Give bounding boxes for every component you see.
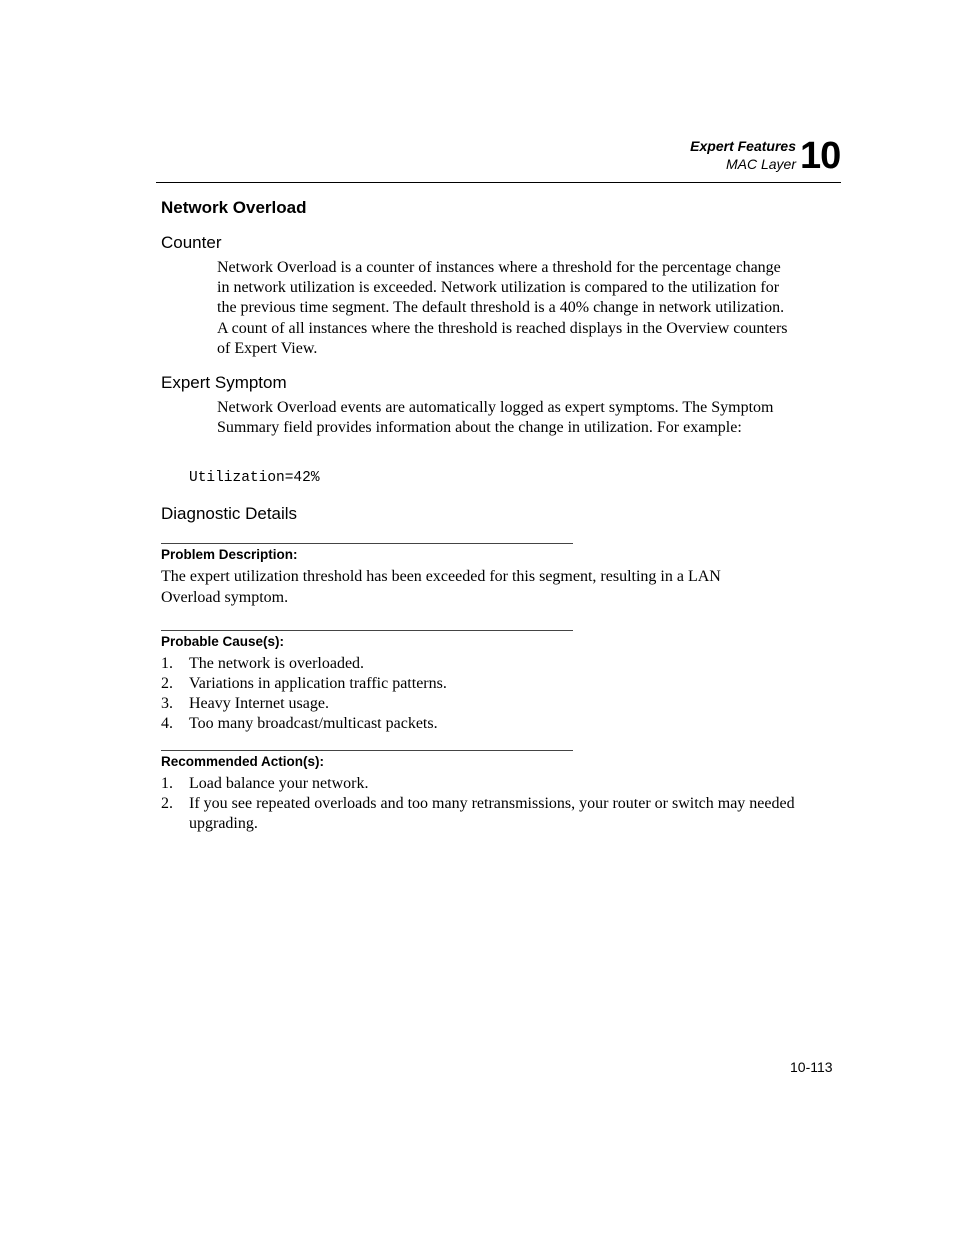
list-number: 4. — [161, 715, 173, 732]
list-item — [161, 794, 801, 834]
expert-symptom-heading: Expert Symptom — [161, 373, 287, 392]
list-text: If you see repeated overloads and too many retransmissions, your router or switch may needed upgrading. — [189, 795, 795, 832]
actions-label: Recommended Action(s): — [161, 754, 325, 769]
list-number: 3. — [161, 695, 173, 712]
header-divider — [156, 182, 841, 183]
list-text: The network is overloaded. — [189, 655, 365, 672]
divider-problem — [161, 543, 573, 544]
list-item — [161, 654, 801, 674]
counter-heading: Counter — [161, 233, 222, 252]
expert-symptom-paragraph: Network Overload events are automatically logged as expert symptoms. The Symptom Summary field provides information about the change in utilization. For example: — [217, 399, 774, 437]
chapter-number: 10 — [800, 135, 841, 177]
list-item — [161, 774, 801, 794]
list-text: Load balance your network. — [189, 775, 369, 792]
problem-paragraph: The expert utilization threshold has been exceeded for this segment, resulting in a LAN Overload symptom. — [161, 568, 721, 606]
section-title: MAC Layer — [725, 156, 796, 172]
list-number: 2. — [161, 795, 173, 812]
list-item — [161, 674, 801, 694]
list-item — [161, 694, 801, 714]
section-heading: Network Overload — [161, 198, 307, 217]
running-header — [690, 137, 796, 173]
code-example: Utilization=42% — [189, 470, 320, 486]
diagnostic-heading: Diagnostic Details — [161, 504, 298, 523]
causes-label: Probable Cause(s): — [161, 634, 285, 649]
list-text: Heavy Internet usage. — [189, 695, 329, 712]
causes-list — [161, 654, 801, 734]
divider-causes — [161, 630, 573, 631]
page-number: 10-113 — [790, 1059, 833, 1075]
actions-list — [161, 774, 801, 834]
list-text: Variations in application traffic patterns. — [189, 675, 447, 692]
chapter-title: Expert Features — [690, 138, 796, 154]
list-number: 1. — [161, 655, 173, 672]
counter-paragraph: Network Overload is a counter of instances where a threshold for the percentage change in network utilization is exceeded. Network utilization is compared to the utilization for the previous time segment. The default threshold is a 40% change in network utilization. A count of all instances where the threshold is reached displays in the Overview counters of Expert View. — [217, 259, 788, 357]
divider-actions — [161, 750, 573, 751]
list-text: Too many broadcast/multicast packets. — [189, 715, 438, 732]
list-number: 2. — [161, 675, 173, 692]
list-number: 1. — [161, 775, 173, 792]
list-item — [161, 714, 801, 734]
problem-label: Problem Description: — [161, 547, 298, 562]
